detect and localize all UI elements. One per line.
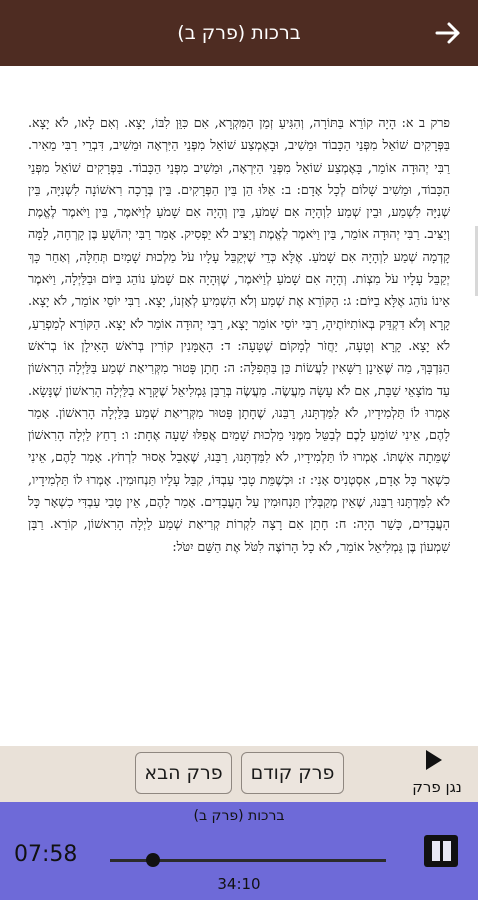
text-content-area[interactable] bbox=[0, 66, 478, 746]
chapter-controls bbox=[0, 746, 478, 802]
total-time: 34:10 bbox=[217, 875, 261, 893]
pause-button[interactable] bbox=[424, 835, 458, 867]
play-chapter-label: נגן פרק bbox=[412, 778, 462, 796]
elapsed-time: 07:58 bbox=[14, 842, 78, 867]
page-title: ברכות (פרק ב) bbox=[177, 22, 301, 44]
chapter-text: פרק ב א: הָיָה קוֹרֵא בַּתּוֹרָה, וְהִגִּיעַ זְמַן הַמִּקְרָא, אִם כִּוֵּן לִבּוֹ, יָצָא. וְאִם לָאו, לֹא יָצָא. בַּפְּרָקִים שׁוֹאֵל מִפְּנֵי הַכָּבוֹד וּמֵשִׁיב, וּבָאֶמְצַע שׁוֹאֵל מִפְּנֵי הַיִּרְאָה וּמֵשִׁיב, דִּבְרֵי רַבִּי מֵאִיר. רַבִּי יְהוּדָה אוֹמֵר, בָּאֶמְצַע שׁוֹאֵל מִפְּנֵי הַיִּרְאָה, וּמֵשִׁיב מִפְּנֵי הַכָּבוֹד. בַּפְּרָקִים שׁוֹאֵל מִפְּנֵי הַכָּבוֹד, וּמֵשִׁיב שָׁלוֹם לְכָל אָדָם: ב: אֵלּוּ הֵן בֵּין הַפְּרָקִים. בֵּין בְּרָכָה רִאשׁוֹנָה לִשְׁנִיָּה, בֵּין שְׁנִיָּה לִשְׁמַע, וּבֵין שְׁמַע לִוְהָיָה אִם שָׁמֹעַ, בֵּין וְהָיָה אִם שָׁמֹעַ לְוַיֹּאמֶר, בֵּין וַיֹּאמֶר לֶאֱמֶת וְיַצִּיב. רַבִּי יְהוּדָה אוֹמֵר, בֵּין וַיֹּאמֶר לֶאֱמֶת וְיַצִּיב לֹא יַפְסִיק. אָמַר רַבִּי יְהוֹשֻׁעַ בֶּן קָרְחָה, לָמָּה קָדְמָה שְׁמַע לִוְהָיָה אִם שָׁמֹעַ. אֶלָּא כְּדֵי שֶׁיְּקַבֵּל עָלָיו עֹל מַלְכוּת שָׁמַיִם תְּחִלָּה, וְאַחַר כָּךְ יְקַבֵּל עָלָיו עֹל מִצְוֹת. וְהָיָה אִם שָׁמֹעַ לְוַיֹּאמֶר, שֶׁוְּהָיָה אִם שָׁמֹעַ נוֹהֵג בַּיּוֹם וּבַלַּיְלָה, וַיֹּאמֶר אֵינוֹ נוֹהֵג אֶלָּא בַיּוֹם: ג: הַקּוֹרֵא אֶת שְׁמַע וְלֹא הִשְׁמִיעַ לְאָזְנוֹ, יָצָא. רַבִּי יוֹסֵי אוֹמֵר, לֹא יָצָא. קָרָא וְלֹא דִקְדֵּק בְּאוֹתִיּוֹתֶיהָ, רַבִּי יוֹסֵי אוֹמֵר יָצָא, רַבִּי יְהוּדָה אוֹמֵר לֹא יָצָא. הַקּוֹרֵא לְמַפְרֵעַ, לֹא יָצָא. קָרָא וְטָעָה, יַחֲזֹר לְמָקוֹם שֶׁטָּעָה: ד: הָאֻמָּנִין קוֹרִין בְּרֹאשׁ הָאִילָן אוֹ בְרֹאשׁ הַנִּדְבָּךְ, מַה שֶּׁאֵינָן רַשָּׁאִין לַעֲשׂוֹת כֵּן בַּתְּפִלָּה: ה: חָתָן פָּטוּר מִקְּרִיאַת שְׁמַע בַּלַּיְלָה הָרִאשׁוֹן עַד מוֹצָאֵי שַׁבָּת, אִם לֹא עָשָׂה מַעֲשֶׂה. מַעֲשֶׂה בְּרַבָּן גַּמְלִיאֵל שֶׁקָּרָא בַלַּיְלָה הָרִאשׁוֹן שֶׁנָּשָׂא. אָמְרוּ לוֹ תַּלְמִידָיו, לֹא לִמַּדְתָּנוּ, רַבֵּנוּ, שֶׁחָתָן פָּטוּר מִקְּרִיאַת שְׁמַע בַּלַּיְלָה הָרִאשׁוֹן. אָמַר לָהֶם, אֵינִי שׁוֹמֵעַ לָכֶם לְבַטֵּל מִמֶּנִּי מַלְכוּת שָׁמַיִם אֲפִלּוּ שָׁעָה אֶחָת: ו: רָחַץ לַיְלָה הָרִאשׁוֹן שֶׁמֵּתָה אִשְׁתּוֹ. אָמְרוּ לוֹ תַּלְמִידָיו, לֹא לִמַּדְתָּנוּ, רַבֵּנוּ, שֶׁאָבֵל אָסוּר לִרְחֹץ. אָמַר לָהֶם, אֵינִי כִשְׁאָר כָּל אָדָם, אִסְטְנִיס אָנִי: ז: וּכְשֶׁמֵּת טָבִי עַבְדּוֹ, קִבֵּל עָלָיו תַּנְחוּמִין. אָמְרוּ לוֹ תַּלְמִידָיו, לֹא לִמַּדְתָּנוּ רַבֵּנוּ, שֶׁאֵין מְקַבְּלִין תַּנְחוּמִין עַל הָעֲבָדִים. אָמַר לָהֶם, אֵין טָבִי עַבְדִּי כִשְׁאָר כָּל הָעֲבָדִים, כָּשֵׁר הָיָה: ח: חָתָן אִם רָצָה לִקְרוֹת קְרִיאַת שְׁמַע לַיְלָה הָרִאשׁוֹן, קוֹרֵא. רַבָּן שִׁמְעוֹן בֶּן גַּמְלִיאֵל אוֹמֵר, לֹא כָל הָרוֹצֶה לִטֹּל אֶת הַשֵּׁם יִטֹּל: bbox=[28, 115, 450, 554]
play-icon bbox=[426, 750, 442, 770]
seek-thumb[interactable] bbox=[146, 853, 160, 867]
app-header bbox=[0, 0, 478, 66]
play-chapter-button[interactable] bbox=[404, 748, 470, 802]
player-title: ברכות (פרק ב) bbox=[193, 808, 285, 824]
arrow-right-icon bbox=[432, 17, 464, 49]
back-button[interactable] bbox=[432, 17, 464, 49]
previous-chapter-button[interactable]: פרק קודם bbox=[241, 752, 344, 794]
audio-player bbox=[0, 802, 478, 900]
next-chapter-button[interactable]: פרק הבא bbox=[135, 752, 232, 794]
